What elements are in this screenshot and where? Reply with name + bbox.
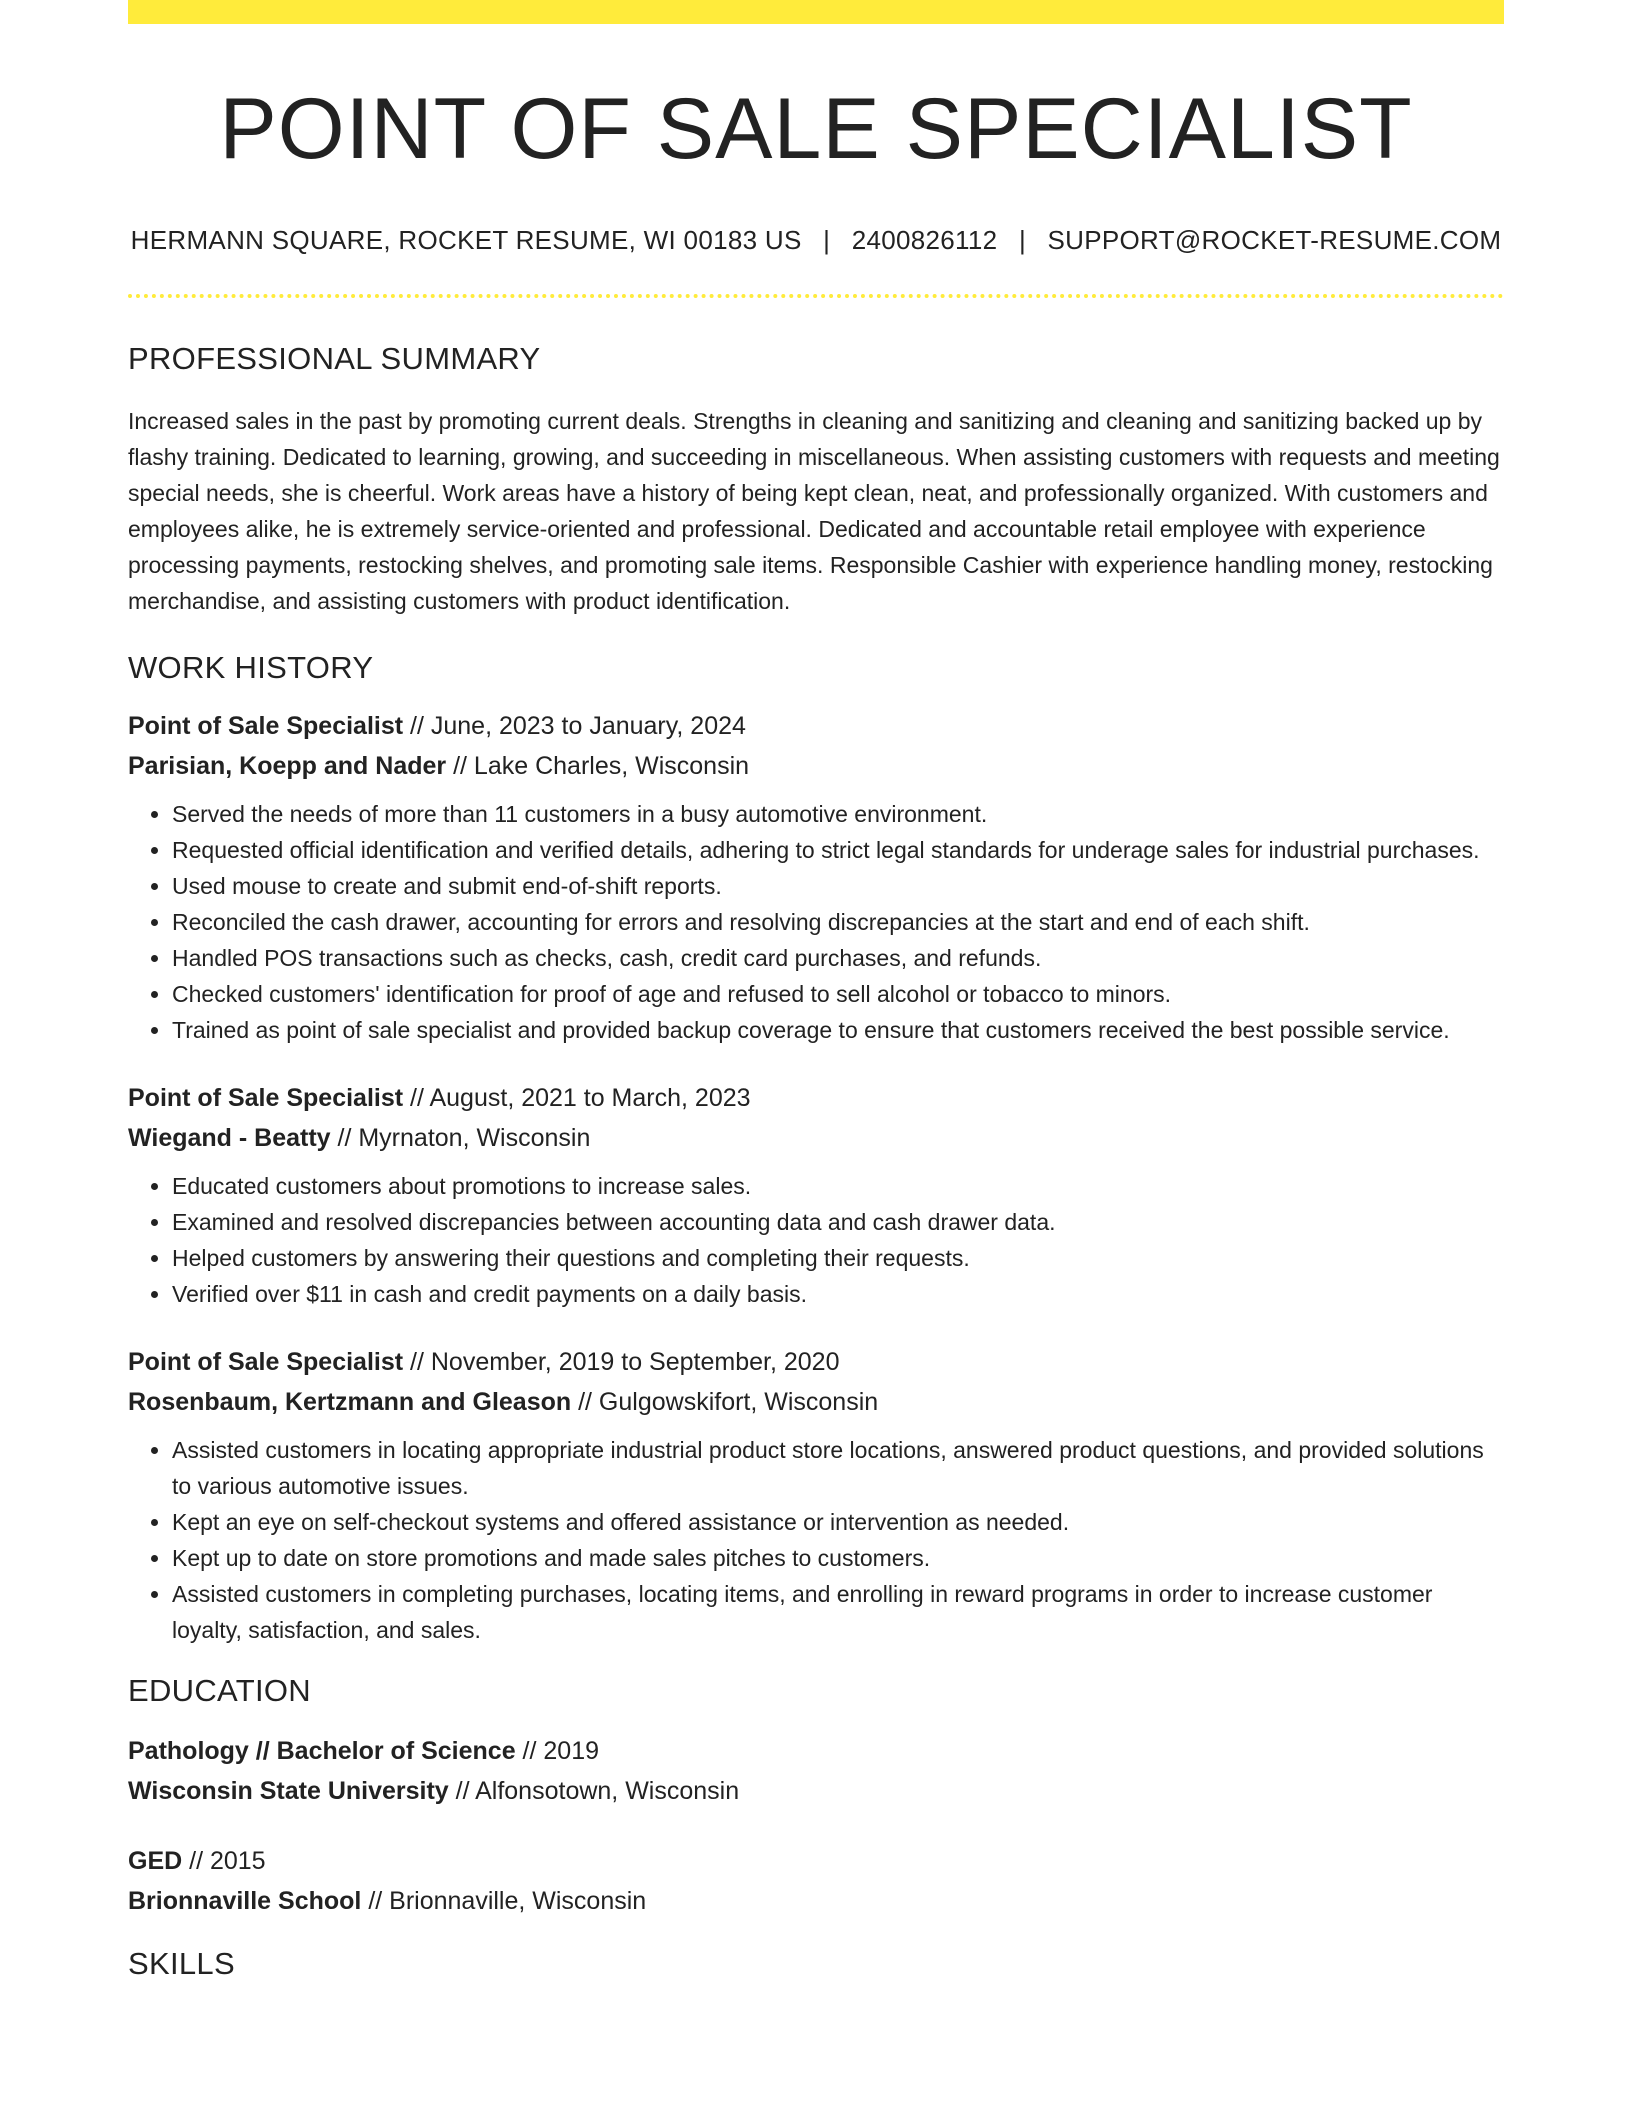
job-title: Point of Sale Specialist	[128, 1084, 404, 1113]
accent-top-bar	[128, 0, 1504, 24]
education-year: // 2015	[182, 1847, 266, 1876]
education-degree: GED	[128, 1847, 183, 1876]
job-header	[128, 1342, 1504, 1422]
contact-email: SUPPORT@ROCKET-RESUME.COM	[1047, 224, 1502, 255]
skills-heading: SKILLS	[128, 1946, 235, 1982]
job-entry	[128, 706, 1504, 1048]
job-bullet: • Served the needs of more than 11 customers in a busy automotive environment.	[172, 796, 1504, 832]
education-entry	[128, 1841, 1504, 1921]
contact-phone: 2400826112	[851, 224, 998, 255]
job-bullet: • Verified over $11 in cash and credit payments on a daily basis.	[172, 1276, 1504, 1312]
job-title: Point of Sale Specialist	[128, 1348, 404, 1377]
job-bullet: • Trained as point of sale specialist and provided backup coverage to ensure that customers received the best possible service.	[172, 1012, 1504, 1048]
job-bullet: • Requested official identification and verified details, adhering to strict legal standards for underage sales for industrial purchases.	[172, 832, 1504, 868]
job-title: Point of Sale Specialist	[128, 712, 404, 741]
dotted-divider	[128, 294, 1504, 298]
job-bullet: • Handled POS transactions such as checks, cash, credit card purchases, and refunds.	[172, 940, 1504, 976]
job-title-line	[128, 1342, 1504, 1382]
job-company-line	[128, 1118, 1504, 1158]
job-bullet: • Reconciled the cash drawer, accounting for errors and resolving discrepancies at the start and end of each shift.	[172, 904, 1504, 940]
job-dates: // June, 2023 to January, 2024	[403, 712, 746, 741]
job-bullets	[128, 796, 1504, 1048]
job-entry	[128, 1078, 1504, 1312]
education-heading: EDUCATION	[128, 1673, 311, 1709]
job-dates: // November, 2019 to September, 2020	[403, 1348, 840, 1377]
job-dates: // August, 2021 to March, 2023	[403, 1084, 751, 1113]
job-bullet: • Examined and resolved discrepancies between accounting data and cash drawer data.	[172, 1204, 1504, 1240]
education-school-line	[128, 1771, 1504, 1811]
job-company-line	[128, 746, 1504, 786]
contact-separator: |	[1018, 224, 1026, 255]
job-bullets	[128, 1432, 1504, 1648]
contact-address: HERMANN SQUARE, ROCKET RESUME, WI 00183 US	[130, 224, 802, 255]
education-school-line	[128, 1881, 1504, 1921]
education-degree-line	[128, 1731, 1504, 1771]
job-company: Wiegand - Beatty	[128, 1124, 331, 1153]
job-company: Parisian, Koepp and Nader	[128, 752, 447, 781]
work-history-heading: WORK HISTORY	[128, 649, 374, 685]
job-bullet: • Used mouse to create and submit end-of-shift reports.	[172, 868, 1504, 904]
job-company: Rosenbaum, Kertzmann and Gleason	[128, 1388, 572, 1417]
job-bullet: • Assisted customers in completing purchases, locating items, and enrolling in reward programs in order to increase customer loyalty, satisfaction, and sales.	[172, 1576, 1504, 1648]
job-bullet: • Helped customers by answering their questions and completing their requests.	[172, 1240, 1504, 1276]
job-entry	[128, 1342, 1504, 1648]
job-title-line	[128, 1078, 1504, 1118]
education-entry	[128, 1731, 1504, 1811]
education-location: // Brionnaville, Wisconsin	[361, 1887, 647, 1916]
job-header	[128, 1078, 1504, 1158]
job-bullet: • Educated customers about promotions to increase sales.	[172, 1168, 1504, 1204]
page-title: POINT OF SALE SPECIALIST	[219, 81, 1413, 177]
resume-content	[128, 24, 1504, 1983]
summary-text: Increased sales in the past by promoting current deals. Strengths in cleaning and sanitizing and cleaning and sanitizing backed up by flashy training. Dedicated to learning, growing, and succeeding in miscellaneous. When assisting customers with requests and meeting special needs, she is cheerful. Work areas have a history of being kept clean, neat, and professionally organized. With customers and employees alike, he is extremely service-oriented and professional. Dedicated and accountable retail employee with experience processing payments, restocking shelves, and promoting sale items. Responsible Cashier with experience handling money, restocking merchandise, and assisting customers with product identification.	[128, 407, 1500, 614]
education-school: Brionnaville School	[128, 1887, 362, 1916]
education-location: // Alfonsotown, Wisconsin	[448, 1777, 740, 1806]
job-company-line	[128, 1382, 1504, 1422]
summary-heading: PROFESSIONAL SUMMARY	[128, 340, 541, 376]
education-degree-line	[128, 1841, 1504, 1881]
education-year: // 2019	[515, 1737, 600, 1766]
job-bullet: • Kept an eye on self-checkout systems and offered assistance or intervention as needed.	[172, 1504, 1504, 1540]
job-bullet: • Assisted customers in locating appropriate industrial product store locations, answered product questions, and provided solutions to various automotive issues.	[172, 1432, 1504, 1504]
job-title-line	[128, 706, 1504, 746]
job-header	[128, 706, 1504, 786]
job-location: // Myrnaton, Wisconsin	[330, 1124, 591, 1153]
contact-separator: |	[823, 224, 831, 255]
job-bullets	[128, 1168, 1504, 1312]
job-bullet: • Kept up to date on store promotions and made sales pitches to customers.	[172, 1540, 1504, 1576]
contact-line	[128, 225, 1504, 256]
job-location: // Gulgowskifort, Wisconsin	[571, 1388, 879, 1417]
education-degree: Pathology // Bachelor of Science	[128, 1737, 516, 1766]
education-school: Wisconsin State University	[128, 1777, 449, 1806]
job-bullet: • Checked customers' identification for proof of age and refused to sell alcohol or tobacco to minors.	[172, 976, 1504, 1012]
job-location: // Lake Charles, Wisconsin	[446, 752, 750, 781]
